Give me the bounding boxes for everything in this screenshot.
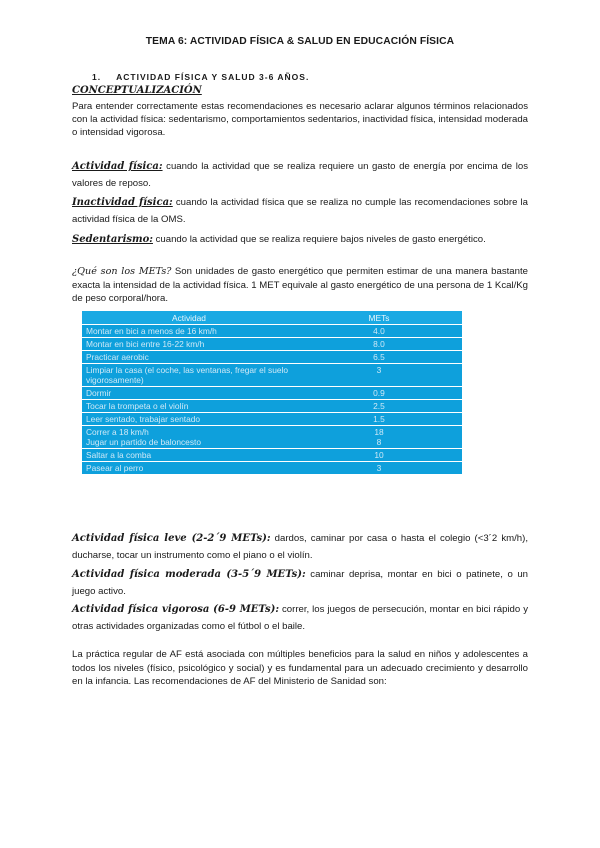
intensity-text: correr, los juegos de persecución, montar en bici rápido y otras actividades organizadas como el fútbol o el baile.: [72, 604, 528, 632]
table-header-activity: Actividad: [82, 311, 292, 325]
intensity-leve: [72, 530, 528, 564]
intensity-text: caminar deprisa, montar en bici o patinete, o un juego activo.: [72, 569, 528, 597]
table-row: [82, 364, 462, 387]
page-title: TEMA 6: ACTIVIDAD FÍSICA & SALUD EN EDUCACIÓN FÍSICA: [145, 36, 455, 47]
table-row: [82, 338, 462, 351]
activity-cell: Correr a 18 km/h Jugar un partido de baloncesto: [82, 426, 292, 449]
mets-value-cell: 3: [292, 364, 462, 387]
mets-text: Son unidades de gasto energético que permiten estimar de una manera bastante exacta la intensidad de la actividad física. 1 MET equivale al gasto energético de una persona de 1 Kcal/Kg de peso corporal/hora.: [72, 266, 528, 304]
intensity-vigorosa: [72, 601, 528, 635]
definition-text: cuando la actividad que se realiza requiere un gasto de energía por encima de los valores de reposo.: [72, 161, 529, 189]
concept-heading: CONCEPTUALIZACIÓN: [72, 85, 202, 96]
definition-actividad: [72, 158, 528, 192]
subsection-number: 1.: [92, 72, 102, 82]
table-header-mets: METs: [292, 311, 462, 325]
activity-cell: Leer sentado, trabajar sentado: [82, 413, 292, 426]
definition-text: cuando la actividad física que se realiza no cumple las recomendaciones sobre la actividad física de la OMS.: [72, 197, 529, 225]
definition-term: Actividad física:: [72, 161, 163, 172]
table-row: [82, 449, 462, 462]
mets-value-cell: 1.5: [292, 413, 462, 426]
subsection-text: ACTIVIDAD FÍSICA Y SALUD 3-6 AÑOS.: [116, 72, 310, 82]
mets-value-cell: 0.9: [292, 387, 462, 400]
mets-value-cell: 10: [292, 449, 462, 462]
definition-text: cuando la actividad que se realiza requiere bajos niveles de gasto energético.: [152, 234, 486, 245]
table-row: [82, 426, 462, 449]
definition-inactividad: [72, 194, 528, 228]
mets-value-cell: 6.5: [292, 351, 462, 364]
mets-value-cell: 8.0: [292, 338, 462, 351]
definition-term: Sedentarismo:: [72, 234, 153, 245]
intensity-term: Actividad física moderada (3-5´9 METs):: [72, 569, 306, 580]
definition-sedentarismo: [72, 231, 528, 248]
closing-paragraph: La práctica regular de AF está asociada con múltiples beneficios para la salud en niños y adolescentes a todos los niveles (físico, psicológico y social) y es fundamental para un adecuado crecimiento y desarrollo en la infancia. Las recomendaciones de AF del Ministerio de Sanidad son:: [72, 649, 528, 687]
table-row: [82, 413, 462, 426]
intensity-moderada: [72, 566, 528, 600]
definition-term: Inactividad física:: [72, 197, 173, 208]
mets-question: ¿Qué son los METs?: [72, 266, 172, 277]
activity-cell: Dormir: [82, 387, 292, 400]
activity-cell: Montar en bici entre 16-22 km/h: [82, 338, 292, 351]
mets-value-cell: 4.0: [292, 325, 462, 338]
table-row: [82, 387, 462, 400]
mets-value-cell: 18 8: [292, 426, 462, 449]
table-row: [82, 462, 462, 475]
activity-cell: Limpiar la casa (el coche, las ventanas, fregar el suelo vigorosamente): [82, 364, 292, 387]
intro-paragraph: Para entender correctamente estas recomendaciones es necesario aclarar algunos términos relacionados con la actividad física: sedentarismo, comportamientos sedentarios, inactividad física, intensidad moderada o intensidad vigorosa.: [72, 101, 528, 139]
mets-paragraph: [72, 265, 528, 306]
activity-cell: Pasear al perro: [82, 462, 292, 475]
table-row: [82, 325, 462, 338]
activity-cell: Saltar a la comba: [82, 449, 292, 462]
mets-table: [82, 311, 462, 475]
mets-value-cell: 2.5: [292, 400, 462, 413]
table-row: [82, 400, 462, 413]
mets-value-cell: 3: [292, 462, 462, 475]
activity-cell: Tocar la trompeta o el violín: [82, 400, 292, 413]
subsection-heading: [92, 72, 309, 82]
activity-cell: Montar en bici a menos de 16 km/h: [82, 325, 292, 338]
table-row: [82, 351, 462, 364]
intensity-term: Actividad física leve (2-2´9 METs):: [72, 533, 271, 544]
intensity-term: Actividad física vigorosa (6-9 METs):: [72, 604, 280, 615]
intensity-text: dardos, caminar por casa o hasta el colegio (<3´2 km/h), ducharse, tocar un instrumento como el piano o el violín.: [72, 533, 528, 561]
activity-cell: Practicar aerobic: [82, 351, 292, 364]
